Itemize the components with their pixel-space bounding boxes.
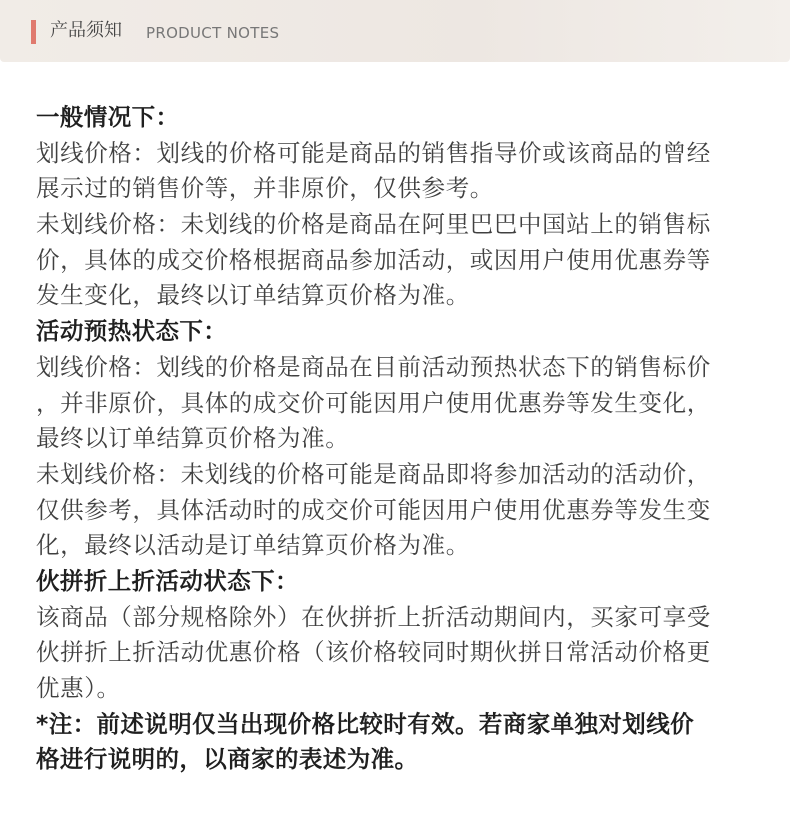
notes-line: 未划线价格：未划线的价格可能是商品即将参加活动的活动价，: [36, 459, 711, 488]
notes-line: 价，具体的成交价格根据商品参加活动，或因用户使用优惠券等: [36, 245, 711, 274]
notes-line: 发生变化，最终以订单结算页价格为准。: [36, 281, 470, 310]
header-title: 产品须知: [50, 20, 122, 41]
notes-line: 化，最终以活动是订单结算页价格为准。: [36, 531, 470, 560]
notes-line: 仅供参考，具体活动时的成交价可能因用户使用优惠券等发生变: [36, 495, 711, 524]
notes-line: 伙拼折上折活动优惠价格（该价格较同时期伙拼日常活动价格更: [36, 638, 711, 667]
notes-content: [36, 100, 756, 778]
notes-line: 划线价格：划线的价格是商品在目前活动预热状态下的销售标价: [36, 352, 711, 381]
notes-line: 最终以订单结算页价格为准。: [36, 424, 350, 453]
header-accent-bar: [31, 20, 36, 44]
notes-line: 格进行说明的，以商家的表述为准。: [36, 745, 419, 774]
notes-line: 未划线价格：未划线的价格是商品在阿里巴巴中国站上的销售标: [36, 210, 711, 239]
notes-line: 一般情况下：: [36, 103, 180, 131]
section-header: [0, 0, 790, 62]
notes-line: 展示过的销售价等，并非原价，仅供参考。: [36, 174, 494, 203]
notes-line: *注：前述说明仅当出现价格比较时有效。若商家单独对划线价: [36, 709, 694, 738]
notes-line: ，并非原价，具体的成交价可能因用户使用优惠券等发生变化，: [36, 388, 711, 417]
notes-line: 划线价格：划线的价格可能是商品的销售指导价或该商品的曾经: [36, 138, 711, 167]
notes-line: 优惠）。: [36, 674, 121, 702]
header-subtitle: PRODUCT NOTES: [146, 24, 280, 42]
notes-line: 伙拼折上折活动状态下：: [36, 566, 299, 595]
notes-line: 活动预热状态下：: [36, 317, 228, 346]
notes-line: 该商品（部分规格除外）在伙拼折上折活动期间内，买家可享受: [36, 602, 711, 631]
